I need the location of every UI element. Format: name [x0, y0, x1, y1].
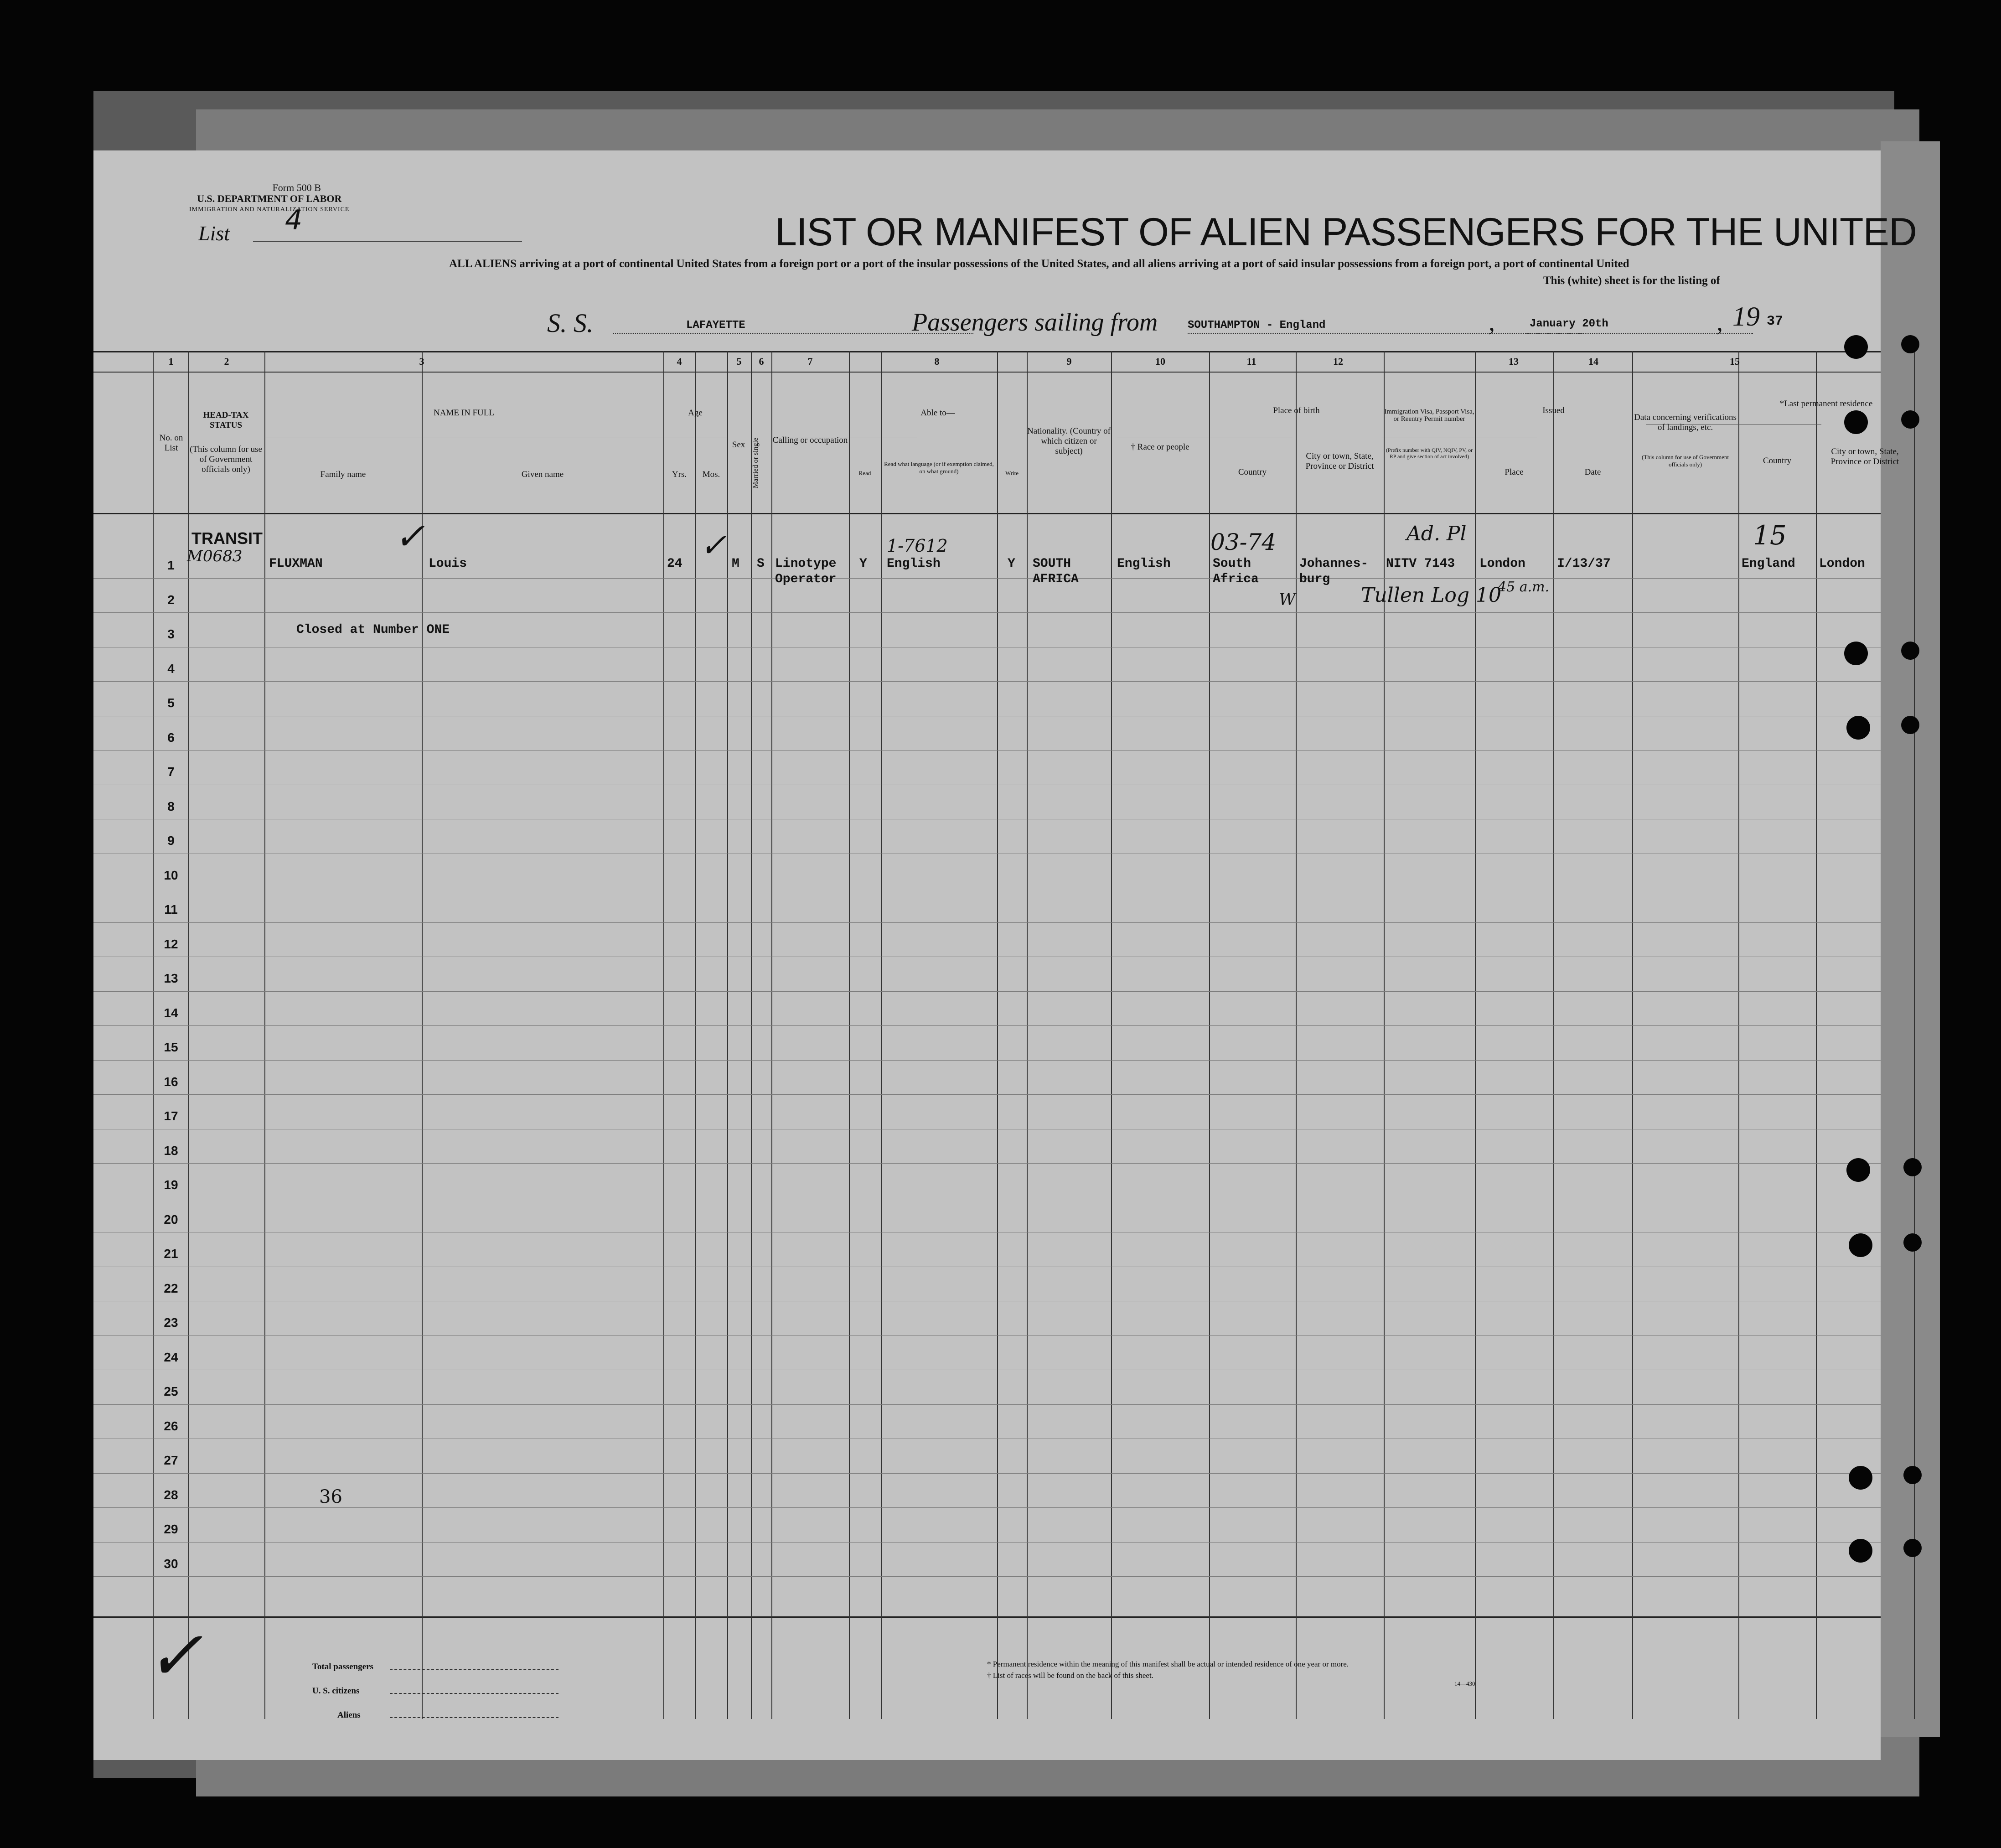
footnote-races: † List of races will be found on the back of this sheet.	[987, 1671, 1153, 1680]
row-number: 21	[164, 1247, 178, 1261]
header-able-to: Able to—	[920, 408, 955, 418]
header-name-in-full: NAME IN FULL	[434, 408, 494, 418]
header-married: Married or single	[752, 437, 760, 488]
row-number: 16	[164, 1074, 178, 1089]
header-nationality: Nationality. (Country of which citizen or subject)	[1027, 426, 1111, 456]
column-number: 13	[1509, 356, 1519, 367]
header-visa: Immigration Visa, Passport Visa, or Reentry Permit number	[1384, 408, 1474, 423]
header-race: † Race or people	[1131, 442, 1189, 452]
birth-country-line2: Africa	[1213, 572, 1259, 586]
header-res-country: Country	[1763, 456, 1792, 466]
row-rule	[93, 991, 1881, 992]
column-divider	[1296, 351, 1297, 1719]
punch-hole	[1849, 1539, 1872, 1563]
row-number: 12	[164, 937, 178, 951]
header-last-residence: *Last permanent residence	[1779, 399, 1873, 409]
row-number: 17	[164, 1109, 178, 1123]
department: U.S. DEPARTMENT OF LABOR	[197, 193, 342, 204]
row2-annotation: Tullen Log 10	[1361, 584, 1502, 607]
row-rule	[93, 681, 1881, 682]
column-divider	[153, 351, 154, 1719]
row-rule	[93, 1576, 1881, 1577]
family-name: FLUXMAN	[269, 557, 323, 571]
row-rule	[93, 1542, 1881, 1543]
header-bottom-rule	[93, 513, 1881, 514]
column-divider	[1914, 351, 1915, 1719]
race: English	[1117, 557, 1171, 571]
header-family-name: Family name	[320, 470, 366, 479]
column-divider	[849, 351, 850, 1719]
punch-hole	[1901, 335, 1919, 353]
row-number: 9	[167, 833, 175, 848]
occupation-line1: Linotype	[775, 557, 837, 571]
us-citizens-line	[390, 1693, 558, 1694]
row-rule	[93, 612, 1881, 613]
header-sex: Sex	[732, 440, 745, 450]
column-number: 7	[807, 356, 813, 367]
punch-hole	[1903, 1233, 1922, 1252]
row2-annotation-mark: 45 a.m.	[1498, 579, 1550, 595]
column-number: 8	[934, 356, 940, 367]
punch-hole	[1901, 642, 1919, 660]
column-divider	[1738, 351, 1739, 1719]
header-head-tax: HEAD-TAX STATUS	[203, 410, 249, 430]
column-divider	[1027, 351, 1028, 1719]
table-bottom-rule	[93, 1616, 1881, 1618]
sailing-label: Passengers sailing from	[912, 308, 1158, 336]
column-divider	[1209, 351, 1210, 1719]
header-res-city: City or town, State, Province or District	[1830, 447, 1899, 466]
header-read: Read	[858, 470, 871, 476]
row-number: 15	[164, 1040, 178, 1054]
closed-note: Closed at Number ONE	[296, 623, 450, 637]
birth-country-line1: South	[1213, 557, 1251, 571]
row-number: 8	[167, 799, 175, 813]
comma: ,	[1717, 308, 1723, 336]
column-divider	[1384, 351, 1385, 1719]
row-number: 20	[164, 1212, 178, 1227]
row-number: 26	[164, 1418, 178, 1433]
column-number: 9	[1066, 356, 1072, 367]
form-identifier	[189, 182, 349, 215]
column-number: 2	[224, 356, 229, 367]
sheet-edge	[1881, 141, 1940, 1737]
row-number: 25	[164, 1384, 178, 1398]
nationality-line2: AFRICA	[1033, 572, 1079, 586]
row-number: 3	[167, 627, 175, 641]
list-line	[253, 241, 522, 242]
birth-city-line1: Johannes-	[1299, 557, 1369, 571]
header-given-name: Given name	[521, 470, 564, 479]
occupation-line2: Operator	[775, 572, 837, 586]
header-head-tax-note: (This column for use of Government officials only)	[190, 445, 262, 474]
can-read: Y	[859, 557, 867, 571]
language-annotation: 1-7612	[887, 536, 948, 556]
list-label: List	[198, 222, 230, 245]
column-divider	[771, 351, 772, 1719]
check-mark: ✓	[700, 527, 727, 564]
subtitle: ALL ALIENS arriving at a port of continental United States from a foreign port or a port of the insular possessions of the United States, and all aliens arriving at a port of said insular possessions from a foreign port, a port of continental United	[449, 258, 1629, 270]
column-number: 5	[736, 356, 742, 367]
column-number: 15	[1730, 356, 1740, 367]
column-number: 10	[1155, 356, 1165, 367]
header-read-language: Read what language (or if exemption claimed, on what ground)	[884, 461, 994, 475]
column-number: 4	[677, 356, 682, 367]
header-issued: Issued	[1542, 406, 1565, 415]
header-write: Write	[1005, 470, 1019, 476]
punch-hole	[1846, 716, 1870, 740]
row-number: 10	[164, 868, 178, 882]
header-calling: Calling or occupation	[772, 435, 848, 445]
column-divider	[1632, 351, 1633, 1719]
aliens-label: Aliens	[337, 1710, 361, 1720]
header-no-on-list: No. on List	[159, 433, 183, 453]
row-rule	[93, 1094, 1881, 1095]
service: IMMIGRATION AND NATURALIZATION SERVICE	[189, 206, 350, 213]
row-number: 23	[164, 1315, 178, 1330]
row-rule	[93, 1473, 1881, 1474]
visa-annotation-mark: Ad. Pl	[1406, 522, 1467, 545]
residence-annotation: 15	[1753, 520, 1787, 551]
row-number: 14	[164, 1005, 178, 1020]
form-number: Form 500 B	[272, 182, 321, 193]
header-issued-date: Date	[1584, 467, 1601, 477]
row-number: 30	[164, 1556, 178, 1571]
row-rule	[93, 1025, 1881, 1026]
row-number: 24	[164, 1350, 178, 1364]
sheet-count: 36	[319, 1486, 342, 1507]
header-place-of-birth: Place of birth	[1273, 406, 1320, 415]
column-number-rule	[93, 372, 1881, 373]
subtitle-2: This (white) sheet is for the listing of	[1543, 274, 1720, 287]
ship-name: LAFAYETTE	[686, 319, 745, 331]
issued-date: I/13/37	[1557, 557, 1611, 571]
check-mark-footer: ✓	[146, 1616, 203, 1696]
column-divider	[1553, 351, 1554, 1719]
us-citizens-label: U. S. citizens	[312, 1686, 360, 1696]
total-passengers-line	[390, 1669, 558, 1670]
column-divider	[1111, 351, 1112, 1719]
manifest-sheet	[93, 150, 1917, 1760]
row-rule	[93, 1163, 1881, 1164]
birth-annotation: 03-74	[1210, 529, 1277, 555]
row-number: 27	[164, 1453, 178, 1467]
row-number: 29	[164, 1522, 178, 1536]
header-birth-city: City or town, State, Province or District	[1305, 451, 1374, 471]
total-passengers-label: Total passengers	[312, 1662, 373, 1672]
column-divider	[727, 351, 728, 1719]
visa-number: NITV 7143	[1386, 557, 1455, 571]
punch-hole	[1903, 1158, 1922, 1176]
row-number: 13	[164, 971, 178, 985]
header-age: Age	[688, 408, 703, 418]
column-number: 14	[1588, 356, 1598, 367]
marital-status: S	[757, 557, 765, 571]
punch-hole	[1844, 642, 1868, 665]
aliens-line	[390, 1717, 558, 1718]
punch-hole	[1844, 335, 1868, 359]
header-verification-note: (This column for use of Government officials only)	[1642, 454, 1729, 468]
row-number: 11	[164, 902, 178, 916]
row-number: 22	[164, 1281, 178, 1295]
residence-country: England	[1742, 557, 1795, 571]
given-name: Louis	[429, 557, 467, 571]
row-rule	[93, 1507, 1881, 1508]
year-suffix: 37	[1767, 314, 1784, 329]
row-number: 6	[167, 730, 175, 745]
list-number: 4	[285, 204, 303, 236]
row-number: 1	[167, 558, 175, 572]
punch-hole	[1903, 1466, 1922, 1484]
header-verification: Data concerning verifications of landings, etc.	[1634, 413, 1737, 432]
column-number: 1	[168, 356, 174, 367]
row2-initial-mark: W	[1279, 590, 1296, 609]
table-top-rule	[93, 351, 1881, 352]
column-divider	[1475, 351, 1476, 1719]
header-birth-country: Country	[1238, 467, 1267, 477]
issued-place: London	[1479, 557, 1525, 571]
punch-hole	[1901, 716, 1919, 734]
row-rule	[93, 750, 1881, 751]
column-number: 12	[1333, 356, 1343, 367]
row-rule	[93, 1404, 1881, 1405]
column-divider	[881, 351, 882, 1719]
row-rule	[93, 1060, 1881, 1061]
check-mark: ✓	[394, 515, 425, 558]
header-mos: Mos.	[702, 470, 720, 479]
row-rule	[93, 922, 1881, 923]
punch-hole	[1849, 1466, 1872, 1490]
can-write: Y	[1008, 557, 1015, 571]
header-visa-note: (Prefix number with QIV, NQIV, PV, or RP and give section of act involved)	[1386, 447, 1473, 460]
column-divider	[1816, 351, 1817, 1719]
row-number: 2	[167, 592, 175, 607]
column-number: 3	[419, 356, 424, 367]
age-years: 24	[667, 557, 683, 571]
footnote-residence: * Permanent residence within the meaning of this manifest shall be actual or intended residence of one year or more.	[987, 1660, 1349, 1668]
row-number: 18	[164, 1143, 178, 1158]
punch-hole	[1903, 1539, 1922, 1557]
comma: ,	[1489, 308, 1495, 336]
row-rule	[93, 578, 1881, 579]
form-code: 14—430	[1454, 1680, 1475, 1687]
column-number: 11	[1246, 356, 1256, 367]
header-issued-place: Place	[1505, 467, 1524, 477]
column-divider	[997, 351, 998, 1719]
column-divider	[663, 351, 664, 1719]
sex: M	[732, 557, 739, 571]
punch-hole	[1846, 1158, 1870, 1182]
row-number: 19	[164, 1178, 178, 1192]
row-number: 5	[167, 696, 175, 710]
punch-hole	[1849, 1233, 1872, 1257]
port: SOUTHAMPTON - England	[1188, 319, 1326, 331]
page-title: LIST OR MANIFEST OF ALIEN PASSENGERS FOR THE UNITED	[775, 210, 1917, 254]
head-tax-status: TRANSIT	[191, 529, 263, 548]
birth-city-line2: burg	[1299, 572, 1330, 586]
column-divider	[695, 351, 696, 1719]
head-tax-code: M0683	[187, 547, 243, 565]
header-yrs: Yrs.	[672, 470, 687, 479]
year-prefix: 19	[1732, 301, 1760, 331]
column-divider	[264, 351, 265, 1719]
ss-label: S. S.	[547, 308, 594, 338]
column-number: 6	[759, 356, 764, 367]
row-number: 28	[164, 1487, 178, 1502]
language: English	[887, 557, 941, 571]
residence-city: London	[1819, 557, 1865, 571]
row-number: 4	[167, 661, 175, 676]
punch-hole	[1844, 410, 1868, 434]
column-divider	[751, 351, 752, 1719]
nationality-line1: SOUTH	[1033, 557, 1071, 571]
sailing-date: January 20th	[1530, 318, 1608, 330]
punch-hole	[1901, 410, 1919, 429]
row-number: 7	[167, 765, 175, 779]
